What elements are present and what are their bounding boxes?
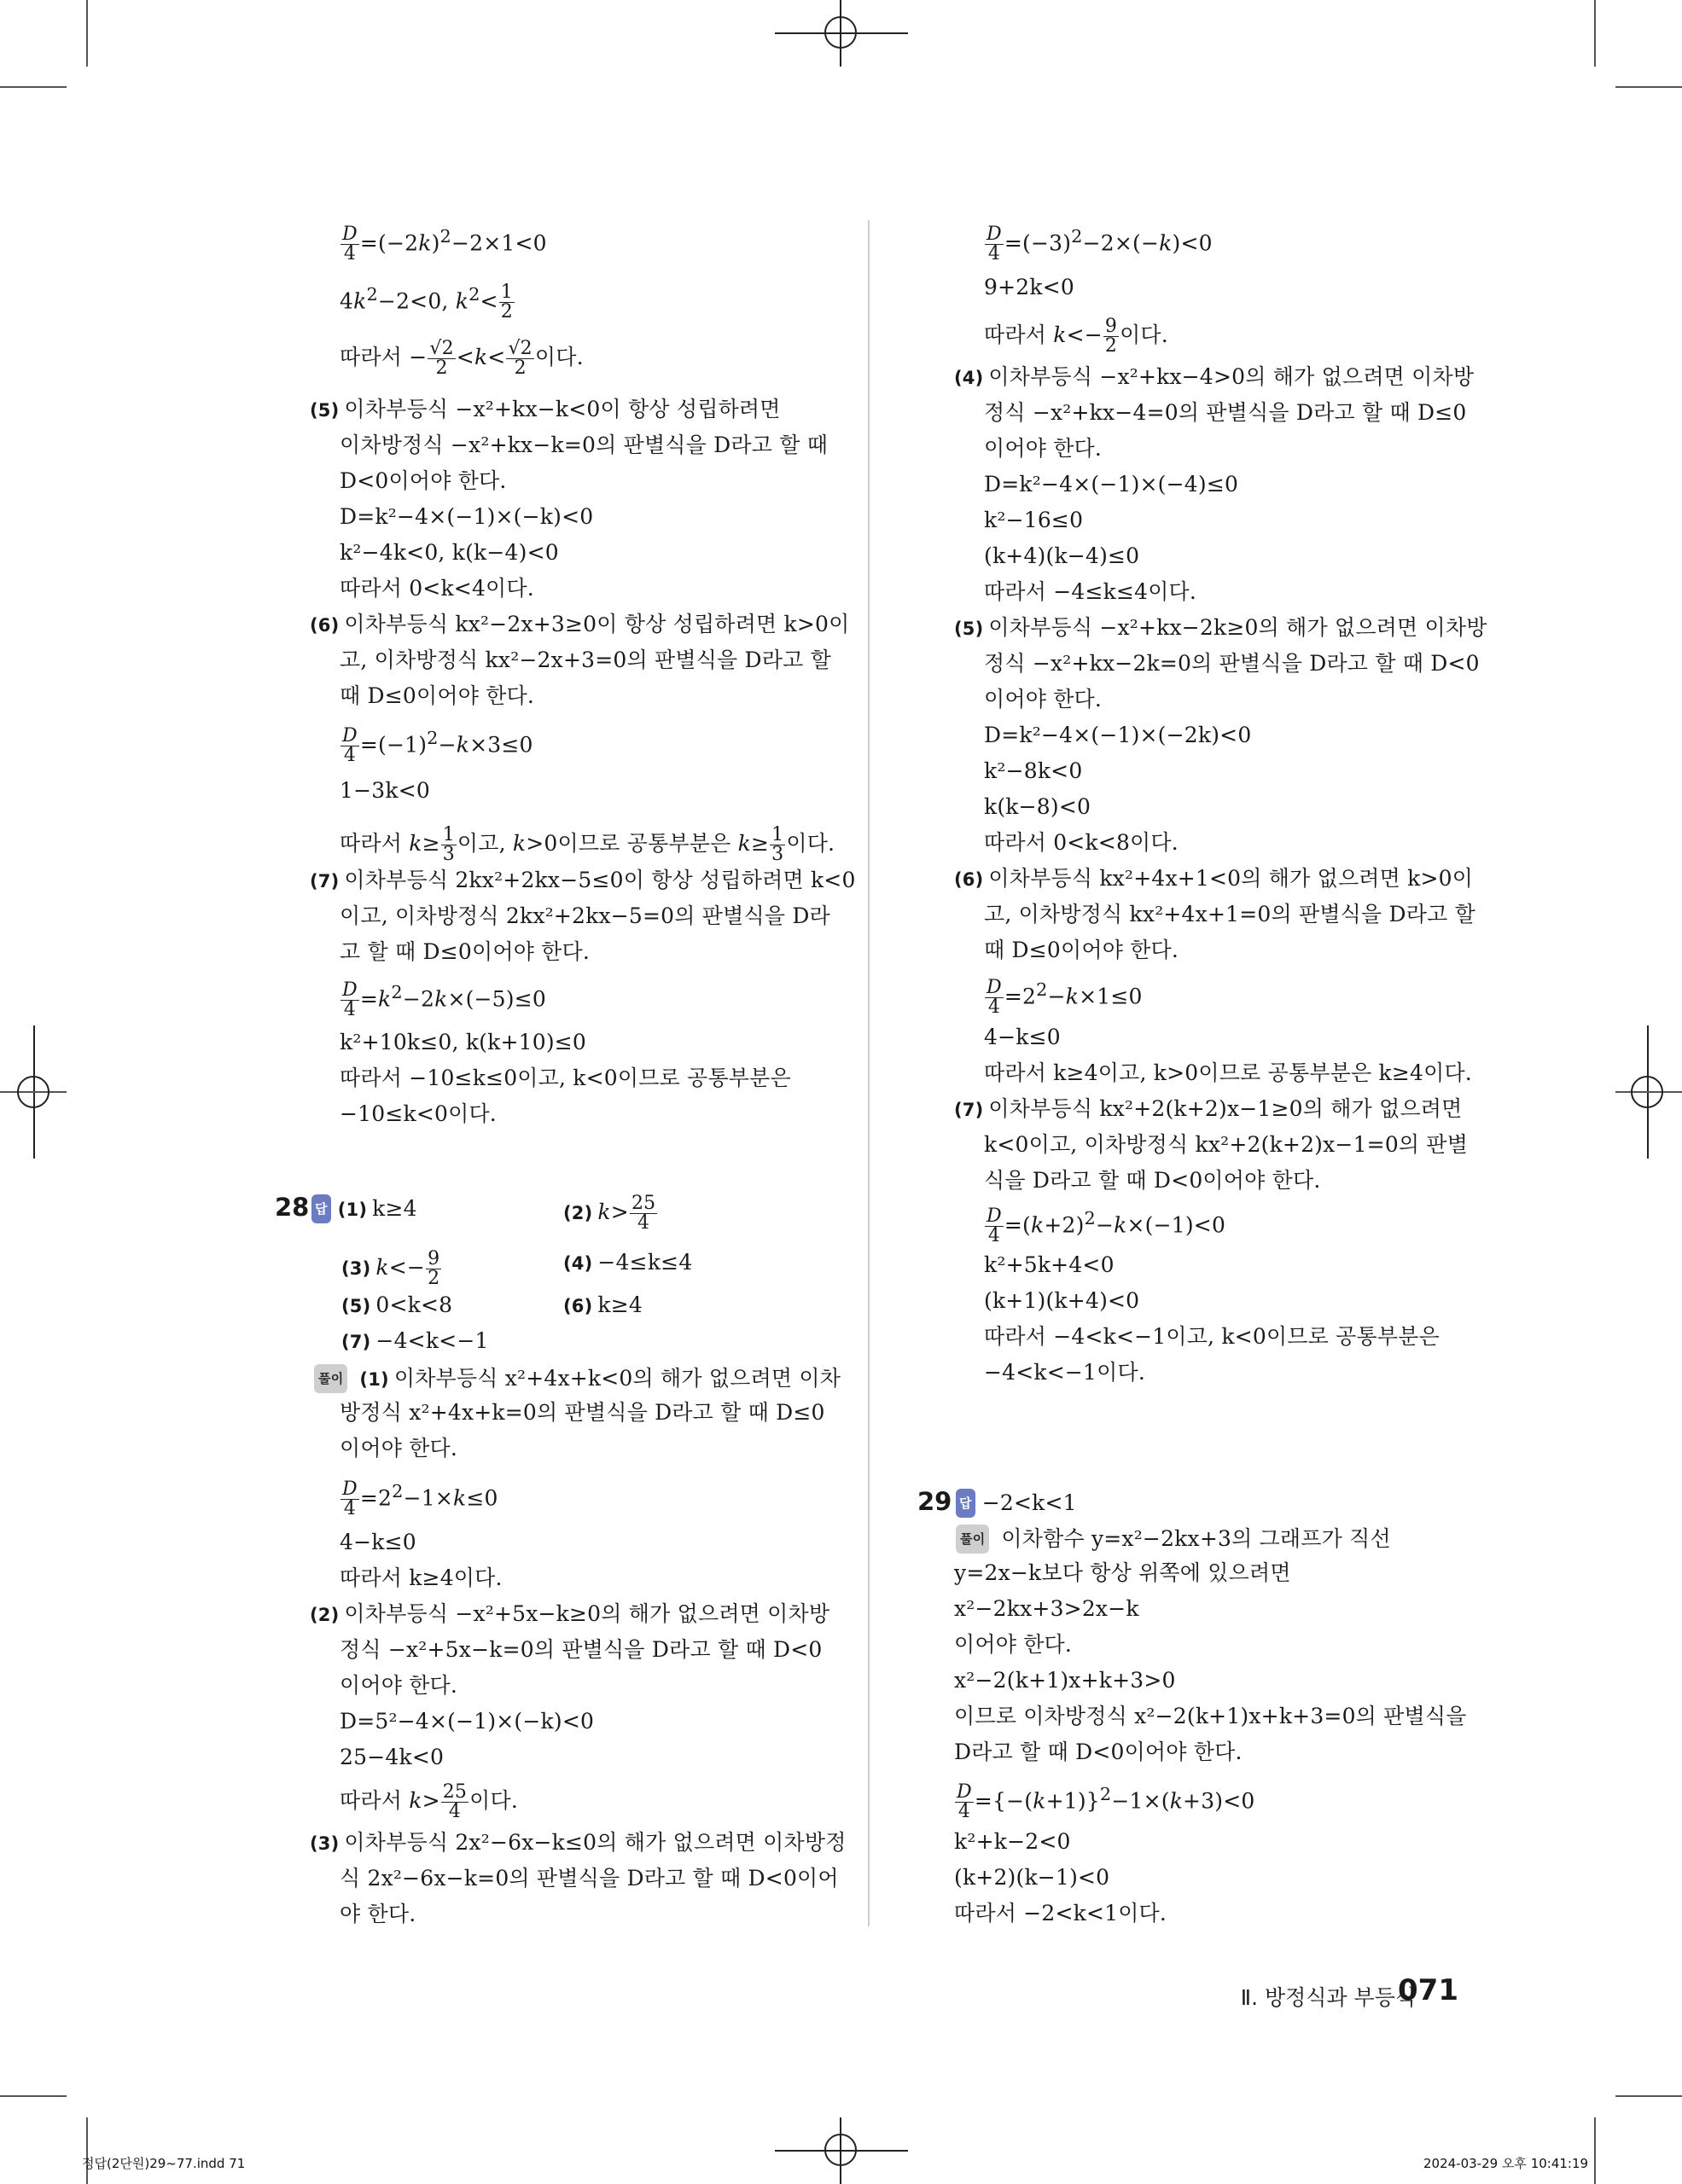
line-text: 이차부등식 kx²−2x+3≥0이 항상 성립하려면 k>0이 <box>344 612 850 636</box>
equation-line: x²−2kx+3>2x−k <box>954 1596 1139 1621</box>
conclusion-line: −4<k<−1이다. <box>984 1360 1145 1385</box>
text-line: 정식 −x²+kx−4=0의 판별식을 D라고 할 때 D≤0 <box>984 400 1467 425</box>
equation-line: k(k−8)<0 <box>984 794 1091 819</box>
sub-label: (7) <box>341 1332 371 1352</box>
conclusion-line: 따라서 −10≤k≤0이고, k<0이므로 공통부분은 <box>340 1066 791 1090</box>
conclusion-line: 따라서 k≥4이고, k>0이므로 공통부분은 k≥4이다. <box>984 1060 1472 1085</box>
text-line: 방정식 x²+4x+k=0의 판별식을 D라고 할 때 D≤0 <box>340 1400 825 1425</box>
sub-label: (4) <box>954 368 984 388</box>
fraction-d-over-4: $\frac{D}{4}$ <box>987 1205 1002 1247</box>
text-line: 때 D≤0이어야 한다. <box>340 683 535 708</box>
conclusion-line: 따라서 −4≤k≤4이다. <box>984 579 1197 604</box>
problem-number: 28 <box>275 1193 310 1222</box>
sub-label: (5) <box>341 1296 371 1316</box>
crop-mark-br-v <box>1594 2117 1596 2184</box>
answer-row <box>341 1250 442 1288</box>
sub-label: (6) <box>563 1296 593 1316</box>
equation-line: D=k²−4×(−1)×(−2k)<0 <box>984 723 1252 747</box>
answer-row <box>311 1194 417 1223</box>
sub-label: (2) <box>310 1605 340 1625</box>
sub-label: (1) <box>359 1369 389 1390</box>
answer-value: k≥4 <box>372 1196 417 1221</box>
text-line: 이므로 이차방정식 x²−2(k+1)x+k+3=0의 판별식을 <box>954 1704 1467 1728</box>
crop-mark-bl-h <box>0 2095 67 2097</box>
conclusion-line: 따라서 k≥ $\frac{1}{3}$ 이고, k>0이므로 공통부분은 k≥ $\frac{1}{3}$ 이다. <box>340 824 835 865</box>
fraction-d-over-4: $\frac{D}{4}$ <box>342 979 358 1021</box>
fraction-25-over-4: $\frac{25}{4}$ <box>631 1193 656 1234</box>
fraction-one-third: $\frac{1}{3}$ <box>442 824 455 865</box>
text-line: 고 할 때 D≤0이어야 한다. <box>340 939 591 964</box>
answer-value: k<− $\frac{9}{2}$ <box>375 1248 440 1289</box>
text-line: 정식 −x²+kx−2k=0의 판별식을 D라고 할 때 D<0 <box>984 651 1480 676</box>
fraction-9-over-2: $\frac{9}{2}$ <box>1104 316 1118 357</box>
problem-number: 29 <box>917 1487 952 1516</box>
equation-line: $4k^2-2<0$, $k^2<$ $\frac{1}{2}$ <box>340 282 513 323</box>
crop-mark-tl-h <box>0 86 67 88</box>
fraction-one-half: $\frac{1}{2}$ <box>500 282 513 323</box>
answer-value: k≥4 <box>597 1292 643 1317</box>
text-line: 고, 이차방정식 kx²−2x+3=0의 판별식을 D라고 할 <box>340 648 831 672</box>
equation-line: k²−4k<0, k(k−4)<0 <box>340 540 559 565</box>
column-divider <box>868 220 870 1926</box>
sub-problem-7-line <box>310 868 856 894</box>
conclusion-line: 따라서 −2<k<1이다. <box>954 1901 1167 1926</box>
line-text: 이차부등식 −x²+kx−4>0의 해가 없으려면 이차방 <box>988 364 1475 389</box>
conclusion-line: 따라서 k> $\frac{25}{4}$ 이다. <box>340 1781 518 1822</box>
equation-line: D=k²−4×(−1)×(−4)≤0 <box>984 472 1239 497</box>
text-line: 이차방정식 −x²+kx−k=0의 판별식을 D라고 할 때 <box>340 433 829 457</box>
equation-line: 25−4k<0 <box>340 1745 445 1769</box>
print-slug-file: 정답(2단원)29~77.indd 71 <box>82 2156 246 2171</box>
equation-line: k²−8k<0 <box>984 758 1083 783</box>
equation-line: (k+2)(k−1)<0 <box>954 1865 1110 1890</box>
page-number: 071 <box>1398 1973 1458 2007</box>
equation-line: 9+2k<0 <box>984 275 1074 299</box>
line-text: 이차부등식 2kx²+2kx−5≤0이 항상 성립하려면 k<0 <box>344 868 856 892</box>
equation-line: k²−16≤0 <box>984 508 1084 532</box>
sub-label: (1) <box>337 1199 368 1220</box>
text-line: k<0이고, 이차방정식 kx²+2(k+2)x−1=0의 판별 <box>984 1132 1469 1157</box>
line-text: 이차부등식 −x²+kx−k<0이 항상 성립하려면 <box>344 397 781 421</box>
fraction-d-over-4: $\frac{D}{4}$ <box>342 1478 358 1520</box>
text-line: D<0이어야 한다. <box>340 468 507 493</box>
conclusion-line: 따라서 −4<k<−1이고, k<0이므로 공통부분은 <box>984 1324 1440 1349</box>
sub-label: (4) <box>563 1253 593 1274</box>
fraction-sqrt2-over-2: $\frac{√2}{2}$ <box>429 338 454 379</box>
text-line: y=2x−k보다 항상 위쪽에 있으려면 <box>954 1560 1291 1585</box>
answer-row <box>956 1489 1077 1518</box>
sub-label: (7) <box>310 871 340 892</box>
equation-line: k²+5k+4<0 <box>984 1252 1115 1277</box>
equation-line: $\frac{D}{4}$ $=(-1)^2-k\times 3\le 0$ <box>342 725 533 767</box>
conclusion-line: 따라서 0<k<8이다. <box>984 830 1179 855</box>
equation-line: $\frac{D}{4}$ $=2^2-k\times 1\le 0$ <box>987 977 1143 1019</box>
sub-problem-6-line <box>310 612 849 638</box>
text-line: 이고, 이차방정식 2kx²+2kx−5=0의 판별식을 D라 <box>340 903 830 928</box>
text-line: 정식 −x²+5x−k=0의 판별식을 D라고 할 때 D<0 <box>340 1637 823 1662</box>
answer-row <box>341 1328 489 1355</box>
sub-label: (6) <box>310 615 340 636</box>
fraction-d-over-4: $\frac{D}{4}$ <box>987 224 1002 265</box>
conclusion-line: −10≤k<0이다. <box>340 1101 497 1126</box>
equation-line: 4−k≤0 <box>984 1025 1061 1049</box>
conclusion-line: 따라서 0<k<4이다. <box>340 576 534 601</box>
text-line: 이어야 한다. <box>984 687 1103 712</box>
fraction-9-over-2: $\frac{9}{2}$ <box>428 1248 440 1289</box>
sub-label: (2) <box>563 1203 593 1223</box>
answer-value: 0<k<8 <box>375 1292 453 1317</box>
text-line: D라고 할 때 D<0이어야 한다. <box>954 1740 1243 1764</box>
sub-label: (3) <box>341 1258 371 1279</box>
equation-line: $\frac{D}{4}$ $=(k+2)^2-k\times(-1)<0$ <box>987 1205 1226 1247</box>
fraction-25-over-4: $\frac{25}{4}$ <box>442 1781 468 1822</box>
solution-row <box>314 1364 841 1393</box>
equation-line: $\frac{D}{4}$ $=2^2-1\times k\le 0$ <box>342 1478 498 1520</box>
reg-mark-left-circle <box>17 1076 49 1108</box>
fraction-d-over-4: $\frac{D}{4}$ <box>342 224 358 265</box>
crop-mark-tl-v <box>86 0 88 67</box>
text-line: 이어야 한다. <box>340 1673 458 1698</box>
line-text: 이차부등식 −x²+kx−2k≥0의 해가 없으려면 이차방 <box>988 615 1487 640</box>
solution-badge: 풀이 <box>956 1525 989 1554</box>
sub-label: (5) <box>954 619 984 639</box>
crop-mark-bl-v <box>86 2117 88 2184</box>
answer-badge: 답 <box>956 1489 975 1518</box>
equation-line: D=5²−4×(−1)×(−k)<0 <box>340 1709 595 1734</box>
fraction-one-third: $\frac{1}{3}$ <box>771 824 784 865</box>
chapter-title: Ⅱ. 방정식과 부등식 <box>1240 1985 1416 2010</box>
text-line: 야 한다. <box>340 1902 416 1926</box>
equation-line: D=k²−4×(−1)×(−k)<0 <box>340 504 594 529</box>
crop-mark-br-h <box>1615 2095 1682 2097</box>
sub-problem-5-line <box>954 615 1487 642</box>
crop-mark-tr-v <box>1594 0 1596 67</box>
answer-row <box>563 1292 643 1319</box>
sub-label: (3) <box>310 1833 340 1854</box>
equation-line: k²+10k≤0, k(k+10)≤0 <box>340 1030 587 1054</box>
sub-problem-3-line <box>310 1830 847 1856</box>
sub-label: (6) <box>954 869 984 890</box>
print-slug-timestamp: 2024-03-29 오후 10:41:19 <box>1423 2156 1589 2171</box>
equation-line: $\frac{D}{4}$ $=(-2k)^2-2\times 1<0$ <box>342 224 547 265</box>
conclusion-line: 따라서 k<− $\frac{9}{2}$ 이다. <box>984 316 1168 357</box>
sub-problem-4-line <box>954 364 1474 391</box>
fraction-sqrt2-over-2: $\frac{√2}{2}$ <box>508 338 533 379</box>
text-line: 이어야 한다. <box>954 1632 1073 1657</box>
answer-value: −4<k<−1 <box>375 1328 489 1353</box>
line-text: 이차부등식 x²+4x+k<0의 해가 없으려면 이차 <box>393 1366 841 1391</box>
conclusion-line: 따라서 − $\frac{√2}{2}$ <k< $\frac{√2}{2}$ 이다. <box>340 338 584 379</box>
equation-line: (k+1)(k+4)<0 <box>984 1288 1140 1313</box>
line-text: 이차부등식 kx²+4x+1<0의 해가 없으려면 k>0이 <box>988 866 1474 891</box>
equation-line: $\frac{D}{4}$ $=\{-(k+1)\}^2-1\times(k+3)<0$ <box>957 1781 1255 1823</box>
sub-problem-2-line <box>310 1601 829 1628</box>
sub-problem-5-line <box>310 397 781 423</box>
fraction-d-over-4: $\frac{D}{4}$ <box>987 977 1002 1019</box>
sub-problem-7-line <box>954 1096 1463 1123</box>
answer-value: −4≤k≤4 <box>597 1250 693 1275</box>
text-line: 이어야 한다. <box>984 436 1103 461</box>
answer-row <box>563 1250 692 1276</box>
reg-mark-right-circle <box>1631 1076 1663 1108</box>
line-text: 이차부등식 kx²+2(k+2)x−1≥0의 해가 없으려면 <box>988 1096 1463 1121</box>
crop-mark-tr-h <box>1615 86 1682 88</box>
text-line: 때 D≤0이어야 한다. <box>984 938 1179 962</box>
text-line: 식을 D라고 할 때 D<0이어야 한다. <box>984 1168 1321 1193</box>
equation-line: k²+k−2<0 <box>954 1829 1071 1854</box>
solution-row <box>956 1525 1391 1554</box>
text-line: 식 2x²−6x−k=0의 판별식을 D라고 할 때 D<0이어 <box>340 1866 839 1891</box>
text-line: 고, 이차방정식 kx²+4x+1=0의 판별식을 D라고 할 <box>984 902 1475 926</box>
fraction-d-over-4: $\frac{D}{4}$ <box>342 725 358 767</box>
reg-mark-top-circle <box>824 16 857 49</box>
sub-label: (5) <box>310 400 340 421</box>
equation-line: x²−2(k+1)x+k+3>0 <box>954 1668 1176 1693</box>
answer-badge: 답 <box>311 1194 331 1223</box>
line-text: 이차부등식 2x²−6x−k≤0의 해가 없으려면 이차방정 <box>344 1830 847 1855</box>
sub-label: (7) <box>954 1100 984 1120</box>
line-text: 이차함수 y=x²−2kx+3의 그래프가 직선 <box>1001 1526 1391 1551</box>
answer-row <box>563 1194 658 1233</box>
answer-value: −2<k<1 <box>981 1490 1077 1515</box>
fraction-d-over-4: $\frac{D}{4}$ <box>957 1781 972 1823</box>
equation-line: $\frac{D}{4}$ $=(-3)^2-2\times(-k)<0$ <box>987 224 1213 265</box>
equation-line: 1−3k<0 <box>340 778 430 803</box>
sub-problem-6-line <box>954 866 1473 892</box>
answer-row <box>341 1292 452 1319</box>
reg-mark-bottom-circle <box>824 2134 857 2166</box>
answer-value: k> $\frac{25}{4}$ <box>597 1193 656 1234</box>
solution-badge: 풀이 <box>314 1364 347 1393</box>
conclusion-line: 따라서 k≥4이다. <box>340 1565 503 1590</box>
text-line: 이어야 한다. <box>340 1436 458 1461</box>
equation-line: (k+4)(k−4)≤0 <box>984 543 1140 568</box>
equation-line: 4−k≤0 <box>340 1530 416 1554</box>
equation-line: $\frac{D}{4}$ $=k^2-2k\times(-5)\le 0$ <box>342 979 546 1021</box>
line-text: 이차부등식 −x²+5x−k≥0의 해가 없으려면 이차방 <box>344 1601 830 1626</box>
